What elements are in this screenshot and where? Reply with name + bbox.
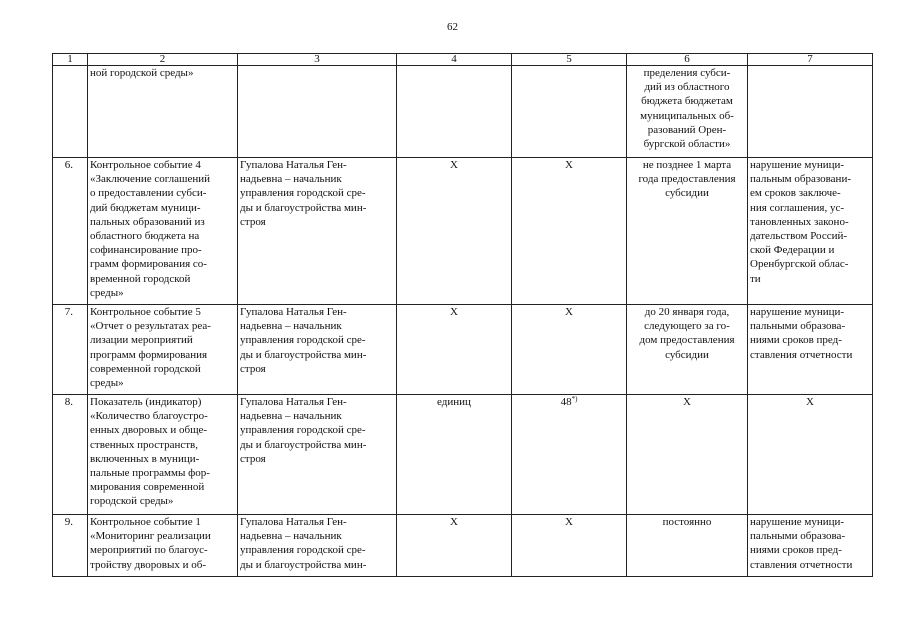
text-line: разований Орен- (647, 123, 727, 136)
row-number: 6. (53, 158, 88, 305)
text-line: субсидии (665, 348, 709, 361)
text-line: «Заключение соглашений (90, 173, 211, 186)
consequence-cell (748, 515, 873, 577)
text-line: Контрольное событие 1 (90, 516, 201, 528)
text-line: тройству дворовых и об- (90, 558, 207, 571)
text-line: ниями сроков пред- (750, 544, 842, 557)
text-line: тановленных законо- (750, 215, 849, 228)
text-line: енных дворовых и обще- (90, 424, 208, 437)
text-line: дом предоставления (639, 334, 735, 347)
event-cell (88, 66, 238, 158)
column-number: 7 (748, 54, 873, 66)
page-number: 62 (447, 21, 458, 33)
text-line: ния соглашения, ус- (750, 201, 845, 214)
deadline-cell (627, 305, 748, 395)
text-line: о предоставлении субси- (90, 187, 207, 200)
consequence-cell (748, 158, 873, 305)
text-line: управления городской сре- (240, 187, 366, 200)
text-line: нарушение муници- (750, 306, 845, 318)
text-line: ственных пространств, (90, 438, 199, 451)
text-line: ды и благоустройства мин- (240, 201, 367, 214)
text-line: Гупалова Наталья Ген- (240, 516, 347, 528)
column-number-row (53, 54, 873, 66)
text-line: временной городской (90, 272, 191, 285)
row-number (53, 66, 88, 158)
event-cell (88, 515, 238, 577)
text-line: года предоставления (638, 173, 736, 186)
consequence-cell (748, 305, 873, 395)
text-line: ской Федерации и (750, 244, 835, 257)
value-cell (512, 515, 627, 577)
deadline-cell (627, 158, 748, 305)
responsible-cell (238, 66, 397, 158)
text-line: городской среды» (90, 495, 174, 508)
column-number: 6 (627, 54, 748, 66)
text-line: мирования современной (90, 481, 205, 494)
table-row (53, 66, 873, 158)
text-line: пальные программы фор- (90, 467, 210, 480)
event-cell (88, 158, 238, 305)
value-text: Х (565, 306, 573, 318)
text-line: среды» (90, 377, 124, 390)
text-line: строя (240, 215, 266, 228)
text-line: бургской области» (643, 138, 731, 151)
text-line: пальными образова- (750, 320, 846, 333)
column-number: 1 (53, 54, 88, 66)
table-row (53, 305, 873, 395)
text-line: дий бюджетам муници- (90, 201, 201, 214)
text-line: дательством Россий- (750, 230, 848, 243)
value-cell (512, 66, 627, 158)
text-line: софинансирование про- (90, 244, 202, 257)
column-number: 2 (88, 54, 238, 66)
text-line: нарушение муници- (750, 516, 845, 528)
event-cell (88, 305, 238, 395)
text-line: ды и благоустройства мин- (240, 558, 367, 571)
text-line: «Отчет о результатах реа- (90, 320, 211, 333)
table-row (53, 515, 873, 577)
text-line: Х (806, 396, 814, 408)
text-line: ставления отчетности (750, 348, 853, 361)
text-line: Х (683, 396, 691, 408)
value-text: Х (565, 159, 573, 171)
text-line: Контрольное событие 5 (90, 306, 201, 318)
text-line: нарушение муници- (750, 159, 845, 171)
text-line: дий из областного (644, 81, 730, 94)
unit-cell: Х (397, 158, 512, 305)
column-number: 5 (512, 54, 627, 66)
row-number: 9. (53, 515, 88, 577)
text-line: современной городской (90, 362, 201, 375)
text-line: пальных образований из (90, 215, 205, 228)
row-number: 8. (53, 395, 88, 515)
text-line: ставления отчетности (750, 558, 853, 571)
value-cell (512, 158, 627, 305)
text-line: надьевна – начальник (240, 410, 342, 423)
text-line: ти (750, 272, 761, 285)
row-number: 7. (53, 305, 88, 395)
text-line: «Мониторинг реализации (90, 530, 211, 543)
unit-cell: единиц (397, 395, 512, 515)
value-cell (512, 305, 627, 395)
text-line: надьевна – начальник (240, 173, 342, 186)
text-line: постоянно (662, 516, 712, 528)
column-number: 3 (238, 54, 397, 66)
text-line: ды и благоустройства мин- (240, 438, 367, 451)
consequence-cell (748, 66, 873, 158)
event-cell (88, 395, 238, 515)
text-line: строя (240, 452, 266, 465)
text-line: пальным образовани- (750, 173, 851, 186)
text-line: мероприятий по благоус- (90, 544, 208, 557)
deadline-cell (627, 515, 748, 577)
text-line: Оренбургской облас- (750, 258, 849, 271)
unit-cell (397, 66, 512, 158)
column-number: 4 (397, 54, 512, 66)
text-line: надьевна – начальник (240, 320, 342, 333)
deadline-cell (627, 395, 748, 515)
text-line: грамм формирования со- (90, 258, 207, 271)
value-text: Х (565, 516, 573, 528)
text-line: пальными образова- (750, 530, 846, 543)
text-line: Показатель (индикатор) (90, 396, 202, 408)
text-line: не позднее 1 марта (642, 159, 732, 171)
text-line: «Количество благоустро- (90, 410, 208, 423)
text-line: ной городской среды» (90, 67, 194, 79)
text-line: Гупалова Наталья Ген- (240, 159, 347, 171)
text-line: ем сроков заключе- (750, 187, 841, 200)
text-line: субсидии (665, 187, 709, 200)
text-line: лизации мероприятий (90, 334, 193, 347)
responsible-cell (238, 395, 397, 515)
text-line: строя (240, 362, 266, 375)
table-row (53, 395, 873, 515)
responsible-cell (238, 158, 397, 305)
value-text: 48 (560, 396, 572, 408)
text-line: бюджета бюджетам (641, 95, 733, 108)
text-line: программ формирования (90, 348, 208, 361)
unit-cell: Х (397, 515, 512, 577)
text-line: включенных в муници- (90, 452, 200, 465)
footnote-mark: *) (571, 395, 578, 403)
text-line: Контрольное событие 4 (90, 159, 201, 171)
text-line: управления городской сре- (240, 544, 366, 557)
responsible-cell (238, 515, 397, 577)
text-line: пределения субси- (643, 67, 731, 79)
text-line: Гупалова Наталья Ген- (240, 306, 347, 318)
text-line: ниями сроков пред- (750, 334, 842, 347)
text-line: следующего за го- (644, 320, 730, 333)
value-cell (512, 395, 627, 515)
text-line: муниципальных об- (640, 109, 734, 122)
unit-cell: Х (397, 305, 512, 395)
text-line: среды» (90, 286, 124, 299)
text-line: до 20 января года, (644, 306, 730, 318)
responsible-cell (238, 305, 397, 395)
text-line: управления городской сре- (240, 334, 366, 347)
table-row (53, 158, 873, 305)
text-line: надьевна – начальник (240, 530, 342, 543)
deadline-cell (627, 66, 748, 158)
consequence-cell (748, 395, 873, 515)
text-line: Гупалова Наталья Ген- (240, 396, 347, 408)
text-line: областного бюджета на (90, 230, 200, 243)
plan-table (52, 53, 873, 577)
text-line: управления городской сре- (240, 424, 366, 437)
text-line: ды и благоустройства мин- (240, 348, 367, 361)
